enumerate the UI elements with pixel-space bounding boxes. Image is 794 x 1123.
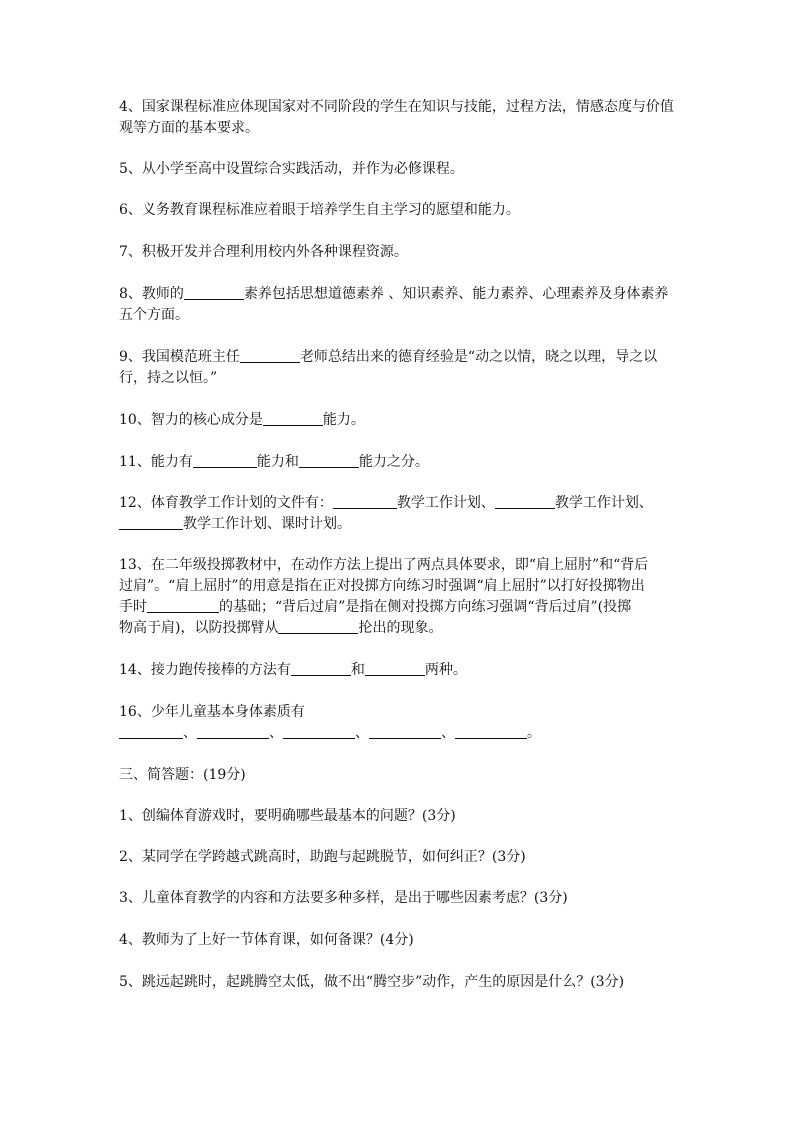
- short-answer-3: 3、儿童体育教学的内容和方法要多种多样，是出于哪些因素考虑？(3分): [119, 890, 568, 906]
- fill-blank: [119, 515, 183, 530]
- fill-blank: [119, 724, 183, 739]
- fill-blank: [263, 411, 323, 426]
- item-16-line1: 16、少年儿童基本身体素质有: [119, 704, 305, 720]
- section-3-heading: 三、简答题：(19分): [119, 767, 246, 783]
- fill-blank: [240, 348, 300, 363]
- fill-blank: [495, 494, 555, 509]
- fill-blank: [455, 724, 527, 739]
- sentence-end: 。: [527, 725, 541, 741]
- fill-blank: [369, 724, 441, 739]
- short-answer-4: 4、教师为了上好一节体育课，如何备课？(4分): [119, 932, 414, 948]
- item-12-line2: [119, 514, 699, 534]
- item-13-line4: [119, 618, 699, 638]
- fill-blank: [184, 285, 244, 300]
- item-9-line2: 行，持之以恒。”: [119, 370, 218, 386]
- item-14: [119, 660, 699, 680]
- item-12-text-b: 教学工作计划、: [396, 495, 495, 511]
- item-12-text-d: 教学工作计划、课时计划。: [183, 516, 351, 532]
- item-4-line2: 观等方面的基本要求。: [119, 120, 259, 136]
- item-7: 7、积极开发并合理利用校内外各种课程资源。: [119, 244, 408, 260]
- item-12-line1: [119, 493, 699, 513]
- item-14-text-a: 14、接力跑传接棒的方法有: [119, 662, 291, 678]
- item-8-text-b: 素养包括思想道德素养 、知识素养、能力素养、心理素养及身体素养: [243, 286, 669, 302]
- item-16-line2: [119, 723, 699, 743]
- fill-blank: [291, 661, 351, 676]
- short-answer-1: 1、创编体育游戏时，要明确哪些最基本的问题？(3分): [119, 808, 456, 824]
- item-13-text-a: 手时: [119, 599, 147, 615]
- fill-blank: [299, 453, 359, 468]
- short-answer-5: 5、跳远起跳时，起跳腾空太低，做不出“腾空步”动作，产生的原因是什么？(3分): [119, 974, 625, 990]
- item-11: [119, 452, 699, 472]
- fill-blank: [283, 724, 355, 739]
- item-13-line3: [119, 597, 699, 617]
- item-9-text-b: 老师总结出来的德育经验是“动之以情，晓之以理，导之以: [299, 349, 658, 365]
- short-answer-2: 2、某同学在学跨越式跳高时，助跑与起跳脱节，如何纠正？(3分): [119, 849, 526, 865]
- item-13-text-d: 抡出的现象。: [358, 620, 443, 636]
- fill-blank: [147, 598, 219, 613]
- item-4-line1: 4、国家课程标准应体现国家对不同阶段的学生在知识与技能，过程方法，情感态度与价值: [119, 99, 674, 115]
- item-13-line2: 过肩”。“肩上屈肘”的用意是指在正对投掷方向练习时强调“肩上屈肘”以打好投掷物出: [119, 578, 645, 594]
- item-9-text-a: 9、我国模范班主任: [119, 349, 240, 365]
- item-12-text-a: 12、体育教学工作计划的文件有：: [119, 495, 333, 511]
- separator: 、: [441, 725, 455, 741]
- item-8-line1: [119, 284, 699, 304]
- item-6: 6、义务教育课程标准应着眼于培养学生自主学习的愿望和能力。: [119, 202, 520, 218]
- item-11-text-c: 能力之分。: [358, 454, 429, 470]
- item-10-text-a: 10、智力的核心成分是: [119, 412, 263, 428]
- item-8-text-a: 8、教师的: [119, 286, 184, 302]
- item-10-text-b: 能力。: [322, 412, 365, 428]
- item-11-text-a: 11、能力有: [119, 454, 193, 470]
- item-13-line1: 13、在二年级投掷教材中，在动作方法上提出了两点具体要求，即“肩上屈肘”和“背后: [119, 557, 649, 573]
- item-11-text-b: 能力和: [256, 454, 299, 470]
- item-14-text-c: 两种。: [424, 662, 467, 678]
- fill-blank: [193, 453, 257, 468]
- item-10: [119, 410, 699, 430]
- fill-blank: [278, 619, 358, 634]
- item-13-text-c: 物高于肩)，以防投掷臂从: [119, 620, 279, 636]
- item-12-text-c: 教学工作计划、: [554, 495, 653, 511]
- item-13-text-b: 的基础；“背后过肩”是指在侧对投掷方向练习强调“背后过肩”(投掷: [219, 599, 632, 615]
- item-5: 5、从小学至高中设置综合实践活动，并作为必修课程。: [119, 161, 464, 177]
- separator: 、: [355, 725, 369, 741]
- fill-blank: [333, 494, 397, 509]
- separator: 、: [269, 725, 283, 741]
- item-14-text-b: 和: [350, 662, 365, 678]
- item-8-line2: 五个方面。: [119, 307, 189, 323]
- fill-blank: [197, 724, 269, 739]
- fill-blank: [365, 661, 425, 676]
- separator: 、: [183, 725, 197, 741]
- item-9-line1: [119, 347, 699, 367]
